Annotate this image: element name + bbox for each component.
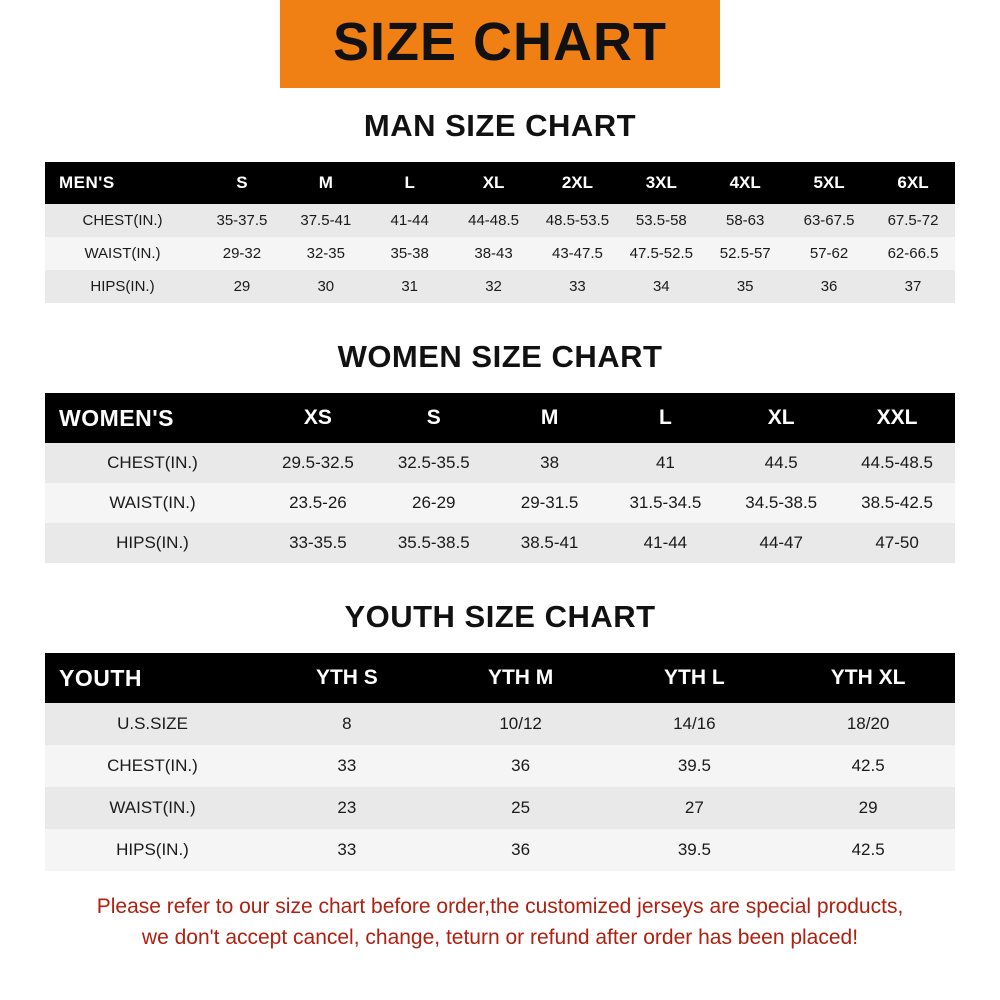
column-header: YTH M — [434, 653, 608, 703]
table-cell: 32.5-35.5 — [376, 443, 492, 483]
table-cell: 44.5-48.5 — [839, 443, 955, 483]
table-cell: 31 — [368, 270, 452, 303]
men-table-wrap — [45, 162, 955, 303]
table-cell: 38 — [492, 443, 608, 483]
table-cell: 52.5-57 — [703, 237, 787, 270]
column-header: YTH L — [608, 653, 782, 703]
column-header: XL — [723, 393, 839, 443]
column-header: XXL — [839, 393, 955, 443]
table-cell: 31.5-34.5 — [607, 483, 723, 523]
table-header-row — [45, 393, 955, 443]
table-row — [45, 523, 955, 563]
row-label: CHEST(IN.) — [45, 745, 260, 787]
table-row — [45, 204, 955, 237]
table-cell: 35-38 — [368, 237, 452, 270]
youth-section-title: YOUTH SIZE CHART — [344, 599, 656, 634]
table-row — [45, 270, 955, 303]
table-cell: 41-44 — [368, 204, 452, 237]
column-header: 6XL — [871, 162, 955, 204]
table-cell: 48.5-53.5 — [536, 204, 620, 237]
table-cell: 8 — [260, 703, 434, 745]
column-header: XL — [452, 162, 536, 204]
table-cell: 53.5-58 — [619, 204, 703, 237]
column-header: 5XL — [787, 162, 871, 204]
table-cell: 36 — [434, 745, 608, 787]
column-header: M — [284, 162, 368, 204]
table-cell: 58-63 — [703, 204, 787, 237]
table-cell: 38.5-42.5 — [839, 483, 955, 523]
table-cell: 33 — [260, 829, 434, 871]
table-cell: 25 — [434, 787, 608, 829]
note-line-1: Please refer to our size chart before order,the customized jerseys are special products, — [96, 895, 904, 918]
row-label: WAIST(IN.) — [45, 483, 260, 523]
table-cell: 34.5-38.5 — [723, 483, 839, 523]
table-cell: 29 — [781, 787, 955, 829]
table-cell: 14/16 — [608, 703, 782, 745]
column-header: S — [376, 393, 492, 443]
column-header: S — [200, 162, 284, 204]
column-header: 2XL — [536, 162, 620, 204]
table-cell: 38.5-41 — [492, 523, 608, 563]
table-cell: 36 — [434, 829, 608, 871]
table-cell: 27 — [608, 787, 782, 829]
column-header: YTH XL — [781, 653, 955, 703]
table-cell: 26-29 — [376, 483, 492, 523]
table-row — [45, 443, 955, 483]
table-corner-label: YOUTH — [45, 653, 260, 703]
table-cell: 43-47.5 — [536, 237, 620, 270]
table-cell: 35-37.5 — [200, 204, 284, 237]
table-cell: 62-66.5 — [871, 237, 955, 270]
table-cell: 33 — [536, 270, 620, 303]
women-table-wrap — [45, 393, 955, 563]
row-label: HIPS(IN.) — [45, 829, 260, 871]
table-cell: 42.5 — [781, 745, 955, 787]
women-section-title: WOMEN SIZE CHART — [337, 339, 663, 374]
table-cell: 35.5-38.5 — [376, 523, 492, 563]
table-cell: 47-50 — [839, 523, 955, 563]
table-cell: 29.5-32.5 — [260, 443, 376, 483]
table-cell: 10/12 — [434, 703, 608, 745]
table-cell: 30 — [284, 270, 368, 303]
table-cell: 29-32 — [200, 237, 284, 270]
table-cell: 32 — [452, 270, 536, 303]
row-label: U.S.SIZE — [45, 703, 260, 745]
row-label: WAIST(IN.) — [45, 787, 260, 829]
table-cell: 36 — [787, 270, 871, 303]
row-label: CHEST(IN.) — [45, 443, 260, 483]
row-label: HIPS(IN.) — [45, 270, 200, 303]
column-header: 3XL — [619, 162, 703, 204]
column-header: L — [607, 393, 723, 443]
youth-size-table — [45, 653, 955, 871]
column-header: L — [368, 162, 452, 204]
men-size-table — [45, 162, 955, 303]
table-cell: 33 — [260, 745, 434, 787]
men-section-title: MAN SIZE CHART — [363, 108, 637, 143]
banner-left-notch — [0, 0, 280, 88]
table-cell: 42.5 — [781, 829, 955, 871]
table-corner-label: MEN'S — [45, 162, 200, 204]
table-row — [45, 829, 955, 871]
table-cell: 38-43 — [452, 237, 536, 270]
row-label: WAIST(IN.) — [45, 237, 200, 270]
header-banner — [0, 0, 1000, 88]
table-cell: 57-62 — [787, 237, 871, 270]
table-cell: 37 — [871, 270, 955, 303]
table-cell: 41-44 — [607, 523, 723, 563]
table-cell: 23 — [260, 787, 434, 829]
table-cell: 44.5 — [723, 443, 839, 483]
table-cell: 44-47 — [723, 523, 839, 563]
banner-right-notch — [720, 0, 1000, 88]
table-cell: 37.5-41 — [284, 204, 368, 237]
column-header: YTH S — [260, 653, 434, 703]
table-cell: 44-48.5 — [452, 204, 536, 237]
table-cell: 41 — [607, 443, 723, 483]
table-cell: 33-35.5 — [260, 523, 376, 563]
table-cell: 32-35 — [284, 237, 368, 270]
note-line-2: we don't accept cancel, change, teturn or refund after order has been placed! — [141, 926, 859, 949]
table-cell: 29 — [200, 270, 284, 303]
table-row — [45, 483, 955, 523]
table-header-row — [45, 653, 955, 703]
row-label: CHEST(IN.) — [45, 204, 200, 237]
table-cell: 47.5-52.5 — [619, 237, 703, 270]
table-cell: 18/20 — [781, 703, 955, 745]
table-corner-label: WOMEN'S — [45, 393, 260, 443]
women-size-table — [45, 393, 955, 563]
table-row — [45, 237, 955, 270]
table-cell: 35 — [703, 270, 787, 303]
column-header: XS — [260, 393, 376, 443]
page-title: SIZE CHART — [333, 12, 667, 72]
order-policy-note — [30, 891, 970, 953]
table-row — [45, 787, 955, 829]
table-cell: 29-31.5 — [492, 483, 608, 523]
table-cell: 23.5-26 — [260, 483, 376, 523]
table-cell: 39.5 — [608, 829, 782, 871]
table-cell: 34 — [619, 270, 703, 303]
table-cell: 39.5 — [608, 745, 782, 787]
table-cell: 63-67.5 — [787, 204, 871, 237]
youth-table-wrap — [45, 653, 955, 871]
column-header: 4XL — [703, 162, 787, 204]
column-header: M — [492, 393, 608, 443]
table-cell: 67.5-72 — [871, 204, 955, 237]
table-row — [45, 745, 955, 787]
row-label: HIPS(IN.) — [45, 523, 260, 563]
table-header-row — [45, 162, 955, 204]
table-row — [45, 703, 955, 745]
